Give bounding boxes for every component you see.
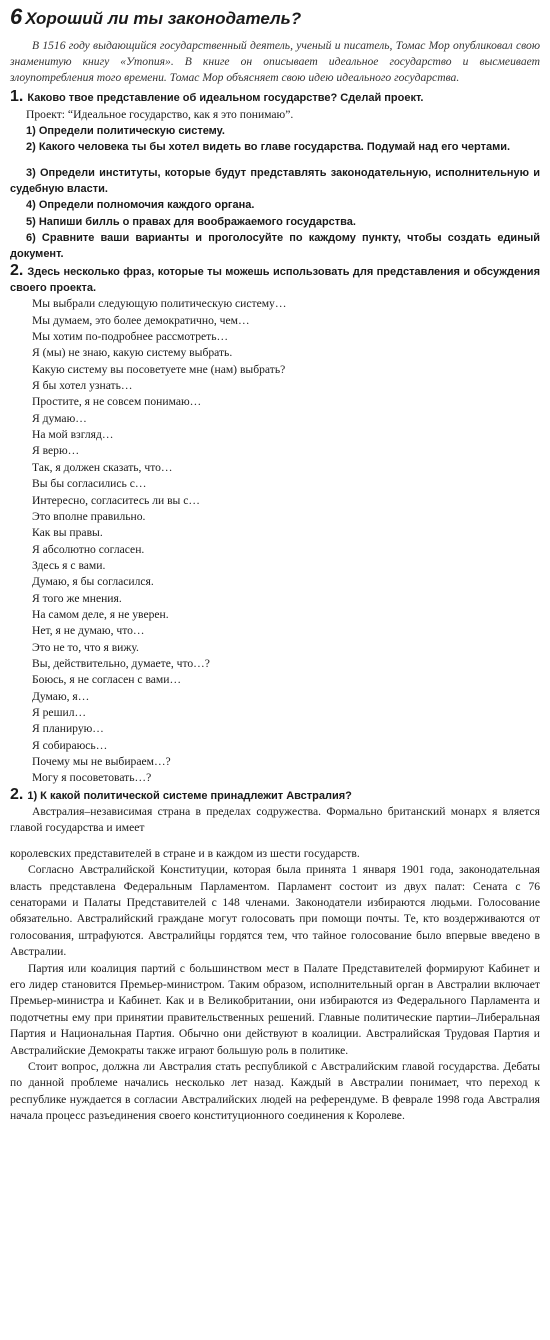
intro-paragraph: В 1516 году выдающийся государственный деятель, ученый и писатель, Томас Мор опубликовал свою знаменитую книгу «Утопия». В книге он описывает идеальное государство и высмеивает злоупотребления того времени. Томас Мор объясняет свою идею идеального государства. bbox=[10, 39, 540, 84]
phrase-item: Вы бы согласились с… bbox=[32, 477, 147, 491]
task-3-heading bbox=[10, 787, 540, 804]
body-paragraph: Партия или коалиция партий с большинством мест в Палате Представителей формируют Кабинет и его лидер становится Премьер-министром. Таким образом, исполнительный орган в Австралии включает Премьер-министра и Кабинет. Как и в Великобритании, они избираются из Федерального Парламента и подотчетны ему при принятии правительственных решений. Главные политические партии–Либеральная Партия и Национальная Партия. Обычно они действуют в коалиции. Австралийская Трудовая Партия и Австралийские Демократы также играют большую роль в политике. bbox=[10, 961, 540, 1057]
spacer bbox=[10, 837, 540, 846]
phrase-item: Нет, я не думаю, что… bbox=[32, 624, 145, 638]
task-1-step-1: 1) Определи политическую систему. bbox=[26, 125, 225, 138]
phrase-item: Думаю, я… bbox=[32, 689, 90, 703]
phrase-item: Я собираюсь… bbox=[32, 738, 108, 752]
task-1-step-5: 5) Напиши билль о правах для воображаемого государства. bbox=[26, 215, 356, 228]
phrase-item: Вы, действительно, думаете, что…? bbox=[32, 656, 210, 670]
phrase-item: Я думаю… bbox=[32, 411, 87, 425]
phrase-list bbox=[10, 296, 540, 786]
phrase-item: Как вы правы. bbox=[32, 526, 103, 540]
phrase-item: Мы выбрали следующую политическую систему… bbox=[32, 297, 287, 311]
phrase-item: Так, я должен сказать, что… bbox=[32, 460, 173, 474]
task-2-text: Здесь несколько фраз, которые ты можешь использовать для представления и обсуждения своего проекта. bbox=[10, 265, 540, 295]
phrase-item: Я планирую… bbox=[32, 722, 104, 736]
phrase-item: Я абсолютно согласен. bbox=[32, 542, 145, 556]
title-number: 6 bbox=[10, 4, 23, 29]
task-2-heading bbox=[10, 263, 540, 297]
task-1-heading bbox=[10, 89, 540, 106]
phrase-item: Почему мы не выбираем…? bbox=[32, 755, 171, 768]
task-3-text: 1) К какой политической системе принадлежит Австралия? bbox=[27, 789, 352, 802]
task-1-number: 1. bbox=[10, 88, 24, 106]
phrase-item: Какую систему вы посоветуете мне (нам) выбрать? bbox=[32, 362, 286, 376]
phrase-item: Я того же мнения. bbox=[32, 591, 122, 605]
body-paragraph: Стоит вопрос, должна ли Австралия стать республикой с Австралийским главой государства. Дебаты по данной проблеме начались несколько лет назад. Каждый в Австралии понимает, что переход к республике нуждается в согласии Австралийских людей на референдуме. В феврале 1998 года Австралия начала процесс разъединения своего конституционного соединения к Королеве. bbox=[10, 1060, 540, 1123]
body-paragraph: Австралия–независимая страна в пределах содружества. Формально британский монарх я вляется главой государства и имеет bbox=[10, 804, 540, 835]
task-1-step-4: 4) Определи полномочия каждого органа. bbox=[26, 199, 255, 212]
phrase-item: Боюсь, я не согласен с вами… bbox=[32, 673, 182, 687]
phrase-item: Мы думаем, это более демократично, чем… bbox=[32, 313, 250, 327]
body-paragraph: королевских представителей в стране и в каждом из шести государств. bbox=[10, 846, 360, 860]
task-3-number: 2. bbox=[10, 785, 24, 803]
phrase-item: Интересно, согласитесь ли вы с… bbox=[32, 493, 200, 507]
phrase-item: На самом деле, я не уверен. bbox=[32, 607, 169, 621]
task-1-text: Каково твое представление об идеальном государстве? Сделай проект. bbox=[27, 92, 424, 105]
project-title: Проект: “Идеальное государство, как я это понимаю”. bbox=[26, 107, 294, 121]
page-title bbox=[10, 6, 540, 30]
task-1-step-3: 3) Определи институты, которые будут представлять законодательную, исполнительную и судебную власти. bbox=[10, 166, 540, 196]
phrase-item: Здесь я с вами. bbox=[32, 558, 106, 572]
spacer bbox=[10, 156, 540, 165]
phrase-item: Думаю, я бы согласился. bbox=[32, 575, 154, 589]
title-text: Хороший ли ты законодатель? bbox=[25, 9, 302, 28]
body-paragraph: Согласно Австралийской Конституции, которая была принята 1 января 1901 года, законодательная власть представлена Федеральным Парламентом. Парламент состоит из двух палат: Сената с 76 сенаторами и Палаты Представителей с 148 членами. Законодатели избираются людьми. Голосование обязательно. Австралийский граждане могут голосовать при помощи почты. Те, кто воздерживаются от голосования, штрафуются. Австралийцы гордятся тем, что тайное голосование было впервые введено в Австралии. bbox=[10, 863, 540, 959]
phrase-item: Мы хотим по-подробнее рассмотреть… bbox=[32, 330, 229, 344]
phrase-item: Я верю… bbox=[32, 444, 80, 458]
phrase-item: Я решил… bbox=[32, 705, 87, 719]
phrase-item: Я бы хотел узнать… bbox=[32, 379, 133, 393]
task-1-step-2: 2) Какого человека ты бы хотел видеть во главе государства. Подумай над его чертами. bbox=[26, 141, 511, 154]
phrase-item: Это вполне правильно. bbox=[32, 509, 146, 523]
phrase-item: Простите, я не совсем понимаю… bbox=[32, 395, 202, 409]
phrase-item: На мой взгляд… bbox=[32, 428, 114, 442]
phrase-item: Могу я посоветовать…? bbox=[32, 771, 152, 785]
task-1-step-6: 6) Сравните ваши варианты и проголосуйте по каждому пункту, чтобы создать единый документ. bbox=[10, 232, 540, 261]
phrase-item: Это не то, что я вижу. bbox=[32, 640, 139, 654]
task-2-number: 2. bbox=[10, 261, 24, 279]
phrase-item: Я (мы) не знаю, какую систему выбрать. bbox=[32, 346, 233, 360]
